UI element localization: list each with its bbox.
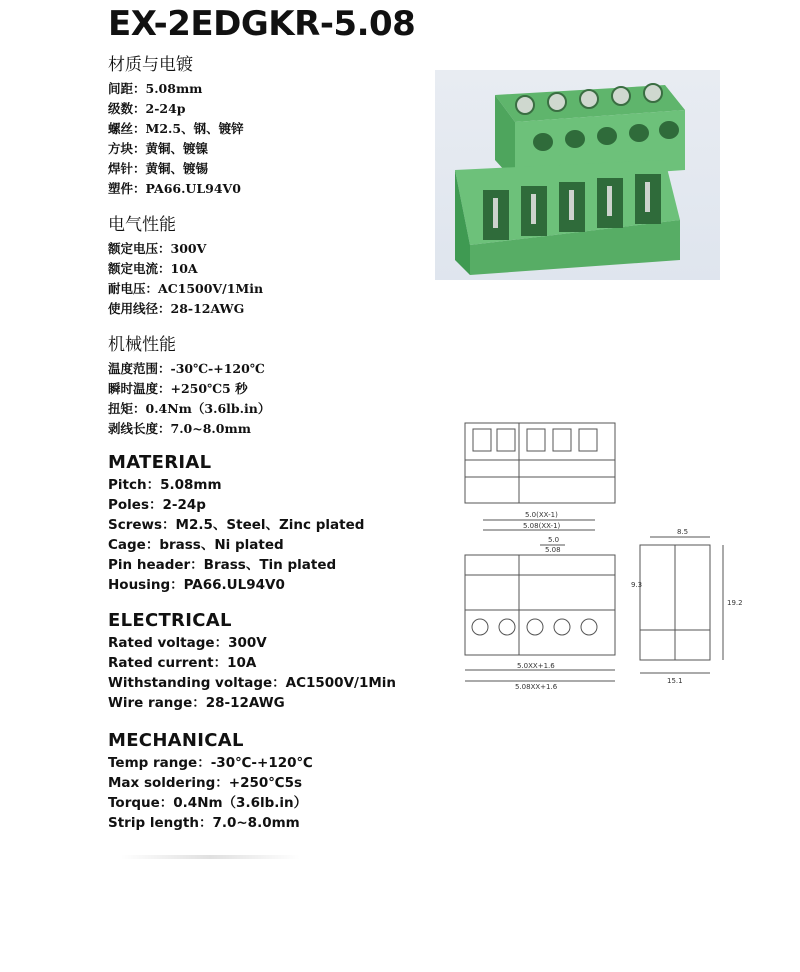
en-electrical-section — [108, 610, 438, 713]
en-mechanical-heading: MECHANICAL — [108, 730, 244, 751]
cn-electrical-heading: 电气性能 — [108, 215, 176, 235]
side-dim-h1: 9.3 — [631, 581, 643, 589]
dim-label-2: 5.08(XX-1) — [523, 522, 561, 530]
dim-label-1: 5.0(XX-1) — [525, 511, 558, 519]
en-electrical-line: Withstanding voltage：AC1500V/1Min — [108, 675, 397, 691]
cn-mechanical-line: 扭矩：0.4Nm（3.6lb.in） — [108, 401, 271, 416]
cn-mechanical-line: 剥线长度：7.0~8.0mm — [108, 421, 251, 436]
dim-label-3: 5.0 — [548, 536, 560, 544]
en-material-line: Pitch：5.08mm — [108, 477, 222, 493]
cn-mechanical-heading: 机械性能 — [108, 335, 176, 355]
en-electrical-line: Rated current：10A — [108, 655, 257, 671]
dim-label-6: 5.08XX+1.6 — [515, 683, 558, 691]
dim-label-4: 5.08 — [545, 546, 561, 554]
cn-electrical-line: 使用线径：28-12AWG — [108, 301, 245, 316]
divider-smudge — [120, 855, 300, 859]
en-electrical-heading: ELECTRICAL — [108, 610, 232, 631]
cn-material-heading: 材质与电镀 — [108, 55, 193, 75]
en-mechanical-section — [108, 730, 438, 833]
en-material-line: Poles：2-24p — [108, 497, 206, 513]
en-material-line: Pin header：Brass、Tin plated — [108, 557, 337, 573]
cn-electrical-section — [108, 210, 438, 319]
cn-material-line: 间距：5.08mm — [108, 81, 203, 96]
dimension-drawing — [455, 415, 745, 695]
en-mechanical-line: Torque：0.4Nm（3.6lb.in） — [108, 795, 308, 811]
side-dim-h2: 19.2 — [727, 599, 743, 607]
en-mechanical-line: Strip length：7.0~8.0mm — [108, 815, 300, 831]
cn-electrical-line: 额定电流：10A — [108, 261, 198, 276]
dim-label-5: 5.0XX+1.6 — [517, 662, 555, 670]
cn-material-line: 方块：黄铜、镀镍 — [108, 141, 209, 156]
cn-electrical-line: 耐电压：AC1500V/1Min — [108, 281, 264, 296]
en-material-line: Housing：PA66.UL94V0 — [108, 577, 285, 593]
en-material-line: Cage：brass、Ni plated — [108, 537, 284, 553]
en-material-heading: MATERIAL — [108, 452, 212, 473]
en-electrical-line: Rated voltage：300V — [108, 635, 267, 651]
side-dim-width: 8.5 — [677, 528, 689, 536]
cn-mechanical-line: 温度范围：-30℃-+120℃ — [108, 361, 265, 376]
cn-mechanical-line: 瞬时温度：+250℃5 秒 — [108, 381, 248, 396]
technical-drawing — [455, 415, 745, 695]
en-electrical-line: Wire range：28-12AWG — [108, 695, 285, 711]
cn-electrical-line: 额定电压：300V — [108, 241, 207, 256]
product-photo — [435, 70, 720, 280]
side-dim-base: 15.1 — [667, 677, 683, 685]
cn-material-section — [108, 50, 438, 199]
cn-material-line: 级数：2-24p — [108, 101, 186, 116]
connector-illustration — [435, 70, 720, 280]
en-material-section — [108, 452, 438, 595]
cn-mechanical-section — [108, 330, 438, 439]
cn-material-line: 螺丝：M2.5、钢、镀锌 — [108, 121, 244, 136]
cn-material-line: 焊针：黄铜、镀锡 — [108, 161, 209, 176]
en-mechanical-line: Max soldering：+250℃5s — [108, 775, 303, 791]
en-mechanical-line: Temp range：-30℃-+120℃ — [108, 755, 313, 771]
en-material-line: Screws：M2.5、Steel、Zinc plated — [108, 517, 365, 533]
product-title: EX-2EDGKR-5.08 — [108, 4, 416, 44]
cn-material-line: 塑件：PA66.UL94V0 — [108, 181, 241, 196]
